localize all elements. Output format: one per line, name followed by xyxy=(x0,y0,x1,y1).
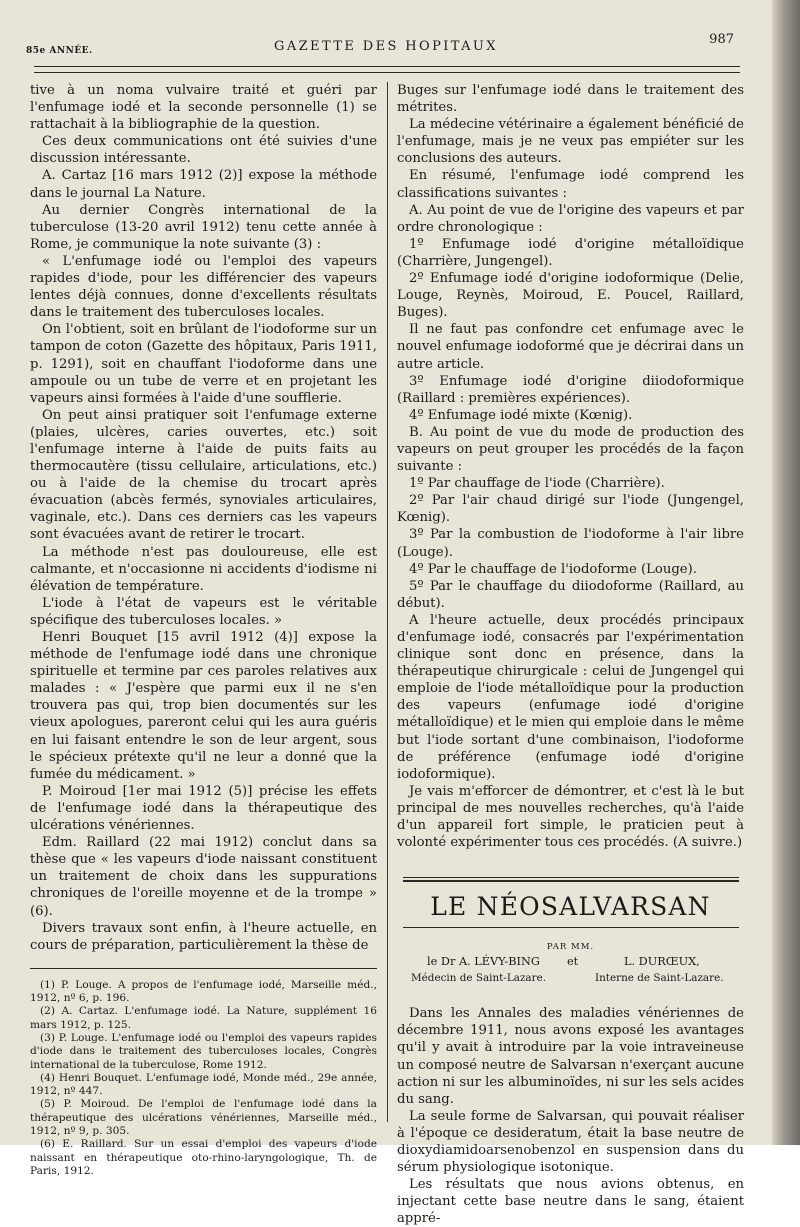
paragraph: A. Cartaz [16 mars 1912 (2)] expose la méthode dans le journal La Nature. xyxy=(30,168,377,201)
list-item: 4º Par le chauffage de l'iodoforme (Louge). xyxy=(409,561,697,577)
footnote: (5) P. Moiroud. De l'emploi de l'enfumage iodé dans la thérapeutique des ulcérations vénériennes, Marseille méd., 1912, nº 9, p. 305. xyxy=(30,1098,377,1138)
page-number: 987 xyxy=(709,32,734,47)
footnotes xyxy=(30,979,377,1178)
author-conjunction: et xyxy=(567,955,579,969)
author-name: L. DURŒUX, xyxy=(624,955,700,969)
left-column xyxy=(30,82,377,1178)
paragraph: Dans les Annales des maladies vénériennes de décembre 1911, nous avons exposé les avantages qu'il y avait à introduire par la voie intraveineuse un composé neutre de Salvarsan n'exerçant aucune action ni sur les albuminoïdes, ni sur les sels acides du sang. xyxy=(397,1006,744,1107)
paragraph: Edm. Raillard (22 mai 1912) conclut dans sa thèse que « les vapeurs d'iode naissant constituent un traitement de choix dans les suppurations chroniques de l'oreille moyenne et de la trompe » (6). xyxy=(30,835,377,919)
paragraph: Il ne faut pas confondre cet enfumage avec le nouvel enfumage iodoformé que je décrirai dans un autre article. xyxy=(397,322,744,372)
author-role: Médecin de Saint-Lazare. xyxy=(411,972,547,985)
paragraph: On l'obtient, soit en brûlant de l'iodoforme sur un tampon de coton (Gazette des hôpitaux, Paris 1911, p. 1291), soit en chauffant l'iodoforme dans une ampoule ou un tube de verre et en projetant les vapeurs ainsi formées à l'aide d'une soufflerie. xyxy=(30,322,377,406)
paragraph: Les résultats que nous avions obtenus, en injectant cette base neutre dans le sang, étaient appré- xyxy=(397,1177,744,1227)
footnote-rule xyxy=(30,968,377,969)
list-item: 1º Par chauffage de l'iode (Charrière). xyxy=(409,476,665,492)
paragraph: La médecine vétérinaire a également bénéficié de l'enfumage, mais je ne veux pas empiéter sur les conclusions des auteurs. xyxy=(397,117,744,167)
article-spacer xyxy=(397,851,744,877)
right-column xyxy=(397,82,744,1227)
paragraph: La méthode n'est pas douloureuse, elle est calmante, et n'occasionne ni accidents d'iodisme ni élévation de température. xyxy=(30,544,377,594)
paragraph: Buges sur l'enfumage iodé dans le traitement des métrites. xyxy=(397,83,744,116)
byline: PAR MM. xyxy=(546,942,595,953)
list-item: 2º Par l'air chaud dirigé sur l'iode (Jungengel, Kœnig). xyxy=(397,493,744,526)
paragraph: tive à un noma vulvaire traité et guéri par l'enfumage iodé et la seconde personnelle (1) se rattachait à la bibliographie de la question. xyxy=(30,83,377,133)
list-item: 4º Enfumage iodé mixte (Kœnig). xyxy=(409,407,633,423)
paragraph: La seule forme de Salvarsan, qui pouvait réaliser à l'époque ce desideratum, était la base neutre de dioxydiamidoarsenobenzol en suspension dans du sérum physiologique isotonique. xyxy=(397,1108,744,1176)
binding-edge xyxy=(772,0,800,1145)
article-title-rule xyxy=(403,927,739,928)
list-item: 5º Par le chauffage du diiodoforme (Raillard, au début). xyxy=(397,578,744,611)
footnote: (4) Henri Bouquet. L'enfumage iodé, Monde méd., 29e année, 1912, nº 447. xyxy=(30,1071,377,1098)
article-rule-thick xyxy=(403,880,739,882)
journal-title: GAZETTE DES HOPITAUX xyxy=(274,39,498,54)
paragraph: A l'heure actuelle, deux procédés principaux d'enfumage iodé, consacrés par l'expérimentation clinique sont donc en présence, dans la thérapeutique chirurgicale : celui de Jungengel qui emploie de l'iode métalloïdique pour la production des vapeurs (enfumage iodé d'origine métalloïdique) et le mien qui emploie dans le même but l'iode sortant d'une combinaison, l'iodoforme de préférence (enfumage iodé d'origine iodoformique). xyxy=(397,612,744,782)
article-body xyxy=(397,1005,744,1227)
volume-year: 85e ANNÉE. xyxy=(26,46,93,56)
author-name: le Dr A. LÉVY-BING xyxy=(427,955,540,969)
paragraph: « L'enfumage iodé ou l'emploi des vapeurs rapides d'iode, pour les différencier des vapeurs lentes déjà connues, donne d'excellents résultats dans le traitement des tuberculoses locales. xyxy=(30,253,377,321)
column-separator xyxy=(387,82,388,1122)
list-item: 2º Enfumage iodé d'origine iodoformique (Delie, Louge, Reynès, Moiroud, E. Poucel, Raillard, Buges). xyxy=(397,271,744,321)
paragraph: Divers travaux sont enfin, à l'heure actuelle, en cours de préparation, particulièrement la thèse de xyxy=(30,920,377,953)
paragraph: Au dernier Congrès international de la tuberculose (13-20 avril 1912) tenu cette année à Rome, je communique la note suivante (3) : xyxy=(30,202,377,252)
list-item: 3º Enfumage iodé d'origine diiodoformique (Raillard : premières expériences). xyxy=(397,373,744,406)
paragraph: En résumé, l'enfumage iodé comprend les classifications suivantes : xyxy=(397,168,744,201)
right-column-text xyxy=(397,82,744,851)
paragraph: L'iode à l'état de vapeurs est le véritable spécifique des tuberculoses locales. » xyxy=(30,595,377,628)
article-title: LE NÉOSALVARSAN xyxy=(430,892,711,922)
classification-heading: A. Au point de vue de l'origine des vapeurs et par ordre chronologique : xyxy=(397,202,744,235)
paragraph: Je vais m'efforcer de démontrer, et c'est là le but principal de mes nouvelles recherches, qu'à l'aide d'un appareil fort simple, le praticien peut à volonté expérimenter tous ces procédés. (A suivre.) xyxy=(397,783,744,851)
author-role: Interne de Saint-Lazare. xyxy=(595,972,724,985)
footnote: (2) A. Cartaz. L'enfumage iodé. La Nature, supplément 16 mars 1912, p. 125. xyxy=(30,1005,377,1031)
list-item: 3º Par la combustion de l'iodoforme à l'air libre (Louge). xyxy=(397,527,744,560)
paragraph: Henri Bouquet [15 avril 1912 (4)] expose la méthode de l'enfumage iodé dans une chronique spirituelle et termine par ces paroles relatives aux malades : « J'espère que parmi eux il ne s'en trouvera pas qui, trop bien documentés sur les vieux apologues, pareront celui qui les aura guéris en lui faisant entendre le son de leur argent, sous le spécieux prétexte qu'il ne leur a donné que la fumée du médicament. » xyxy=(30,630,377,782)
list-item: 1º Enfumage iodé d'origine métalloïdique (Charrière, Jungengel). xyxy=(397,236,744,269)
footnote: (6) E. Raillard. Sur un essai d'emploi des vapeurs d'iode naissant en thérapeutique oto-rhino-laryngologique, Th. de Paris, 1912. xyxy=(30,1138,377,1177)
header-rule xyxy=(34,66,740,67)
classification-heading: B. Au point de vue du mode de production des vapeurs on peut grouper les procédés de la façon suivante : xyxy=(397,424,744,475)
footnote: (1) P. Louge. A propos de l'enfumage iodé, Marseille méd., 1912, nº 6, p. 196. xyxy=(30,978,377,1005)
paragraph: On peut ainsi pratiquer soit l'enfumage externe (plaies, ulcères, caries ouvertes, etc.) soit l'enfumage interne à l'aide de puits faits au thermocautère (tissu cellulaire, articulations, etc.) ou à l'aide de la chemise du trocart après évacuation (abcès fermés, synoviales articulaires, vaginale, etc.). Dans ces derniers cas les vapeurs sont évacuées avant de retirer le trocart. xyxy=(30,407,377,543)
paragraph: P. Moiroud [1er mai 1912 (5)] précise les effets de l'enfumage iodé dans la thérapeutique des ulcérations vénériennes. xyxy=(30,783,377,834)
paragraph: Ces deux communications ont été suivies d'une discussion intéressante. xyxy=(30,134,377,167)
header-rule-double xyxy=(34,72,740,73)
authors-block xyxy=(397,955,744,991)
footnote: (3) P. Louge. L'enfumage iodé ou l'emploi des vapeurs rapides d'iode dans le traitement des tuberculoses locales, Congrès international de la tuberculose, Rome 1912. xyxy=(30,1031,377,1071)
running-header xyxy=(0,34,772,58)
left-column-text xyxy=(30,82,377,954)
article-rule xyxy=(403,877,739,878)
